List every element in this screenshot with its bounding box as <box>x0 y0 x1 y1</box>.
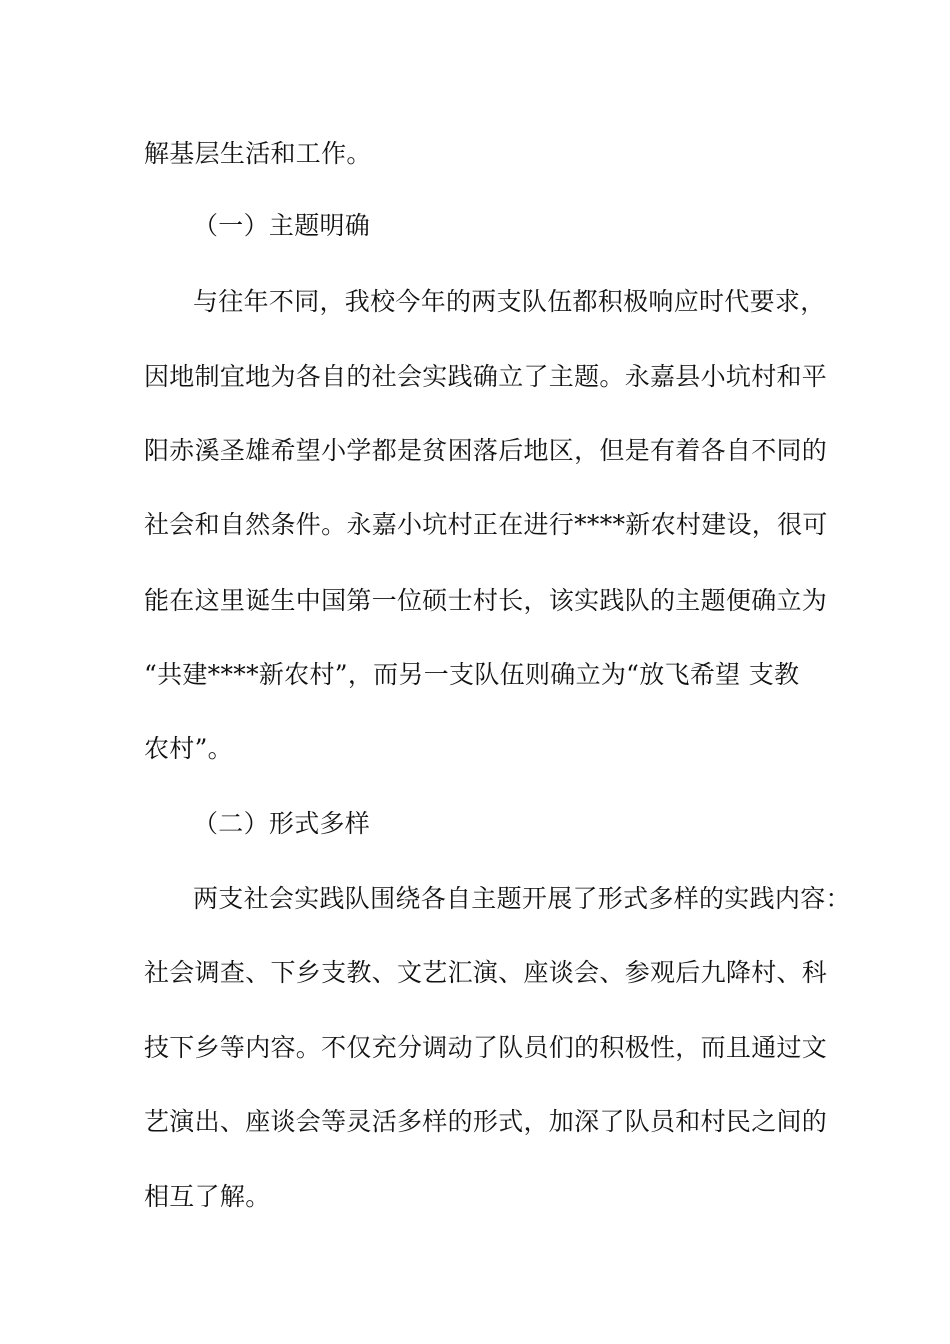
paragraph-line: “共建****新农村”，而另一支队伍则确立为“放飞希望 支教 <box>144 660 800 689</box>
paragraph-line: 技下乡等内容。不仅充分调动了队员们的积极性，而且通过文 <box>144 1033 828 1062</box>
paragraph-line: 艺演出、座谈会等灵活多样的形式，加深了队员和村民之间的 <box>144 1107 828 1136</box>
paragraph-line: 能在这里诞生中国第一位硕士村长，该实践队的主题便确立为 <box>144 586 828 615</box>
paragraph-line: 因地制宜地为各自的社会实践确立了主题。永嘉县小坑村和平 <box>144 362 828 391</box>
paragraph-line: 相互了解。 <box>144 1182 271 1211</box>
paragraph-line: 社会和自然条件。永嘉小坑村正在进行****新农村建设，很可 <box>144 510 828 539</box>
paragraph-line: 社会调查、下乡支教、文艺汇演、座谈会、参观后九降村、科 <box>144 958 828 987</box>
paragraph-line: 两支社会实践队围绕各自主题开展了形式多样的实践内容： <box>193 884 851 913</box>
section-heading: （一）主题明确 <box>193 211 371 240</box>
paragraph-line: 阳赤溪圣雄希望小学都是贫困落后地区，但是有着各自不同的 <box>144 436 828 465</box>
paragraph-line: 农村”。 <box>144 734 233 763</box>
paragraph-line: 解基层生活和工作。 <box>144 139 372 168</box>
paragraph-line: 与往年不同，我校今年的两支队伍都积极响应时代要求， <box>193 287 826 316</box>
section-heading: （二）形式多样 <box>193 809 371 838</box>
